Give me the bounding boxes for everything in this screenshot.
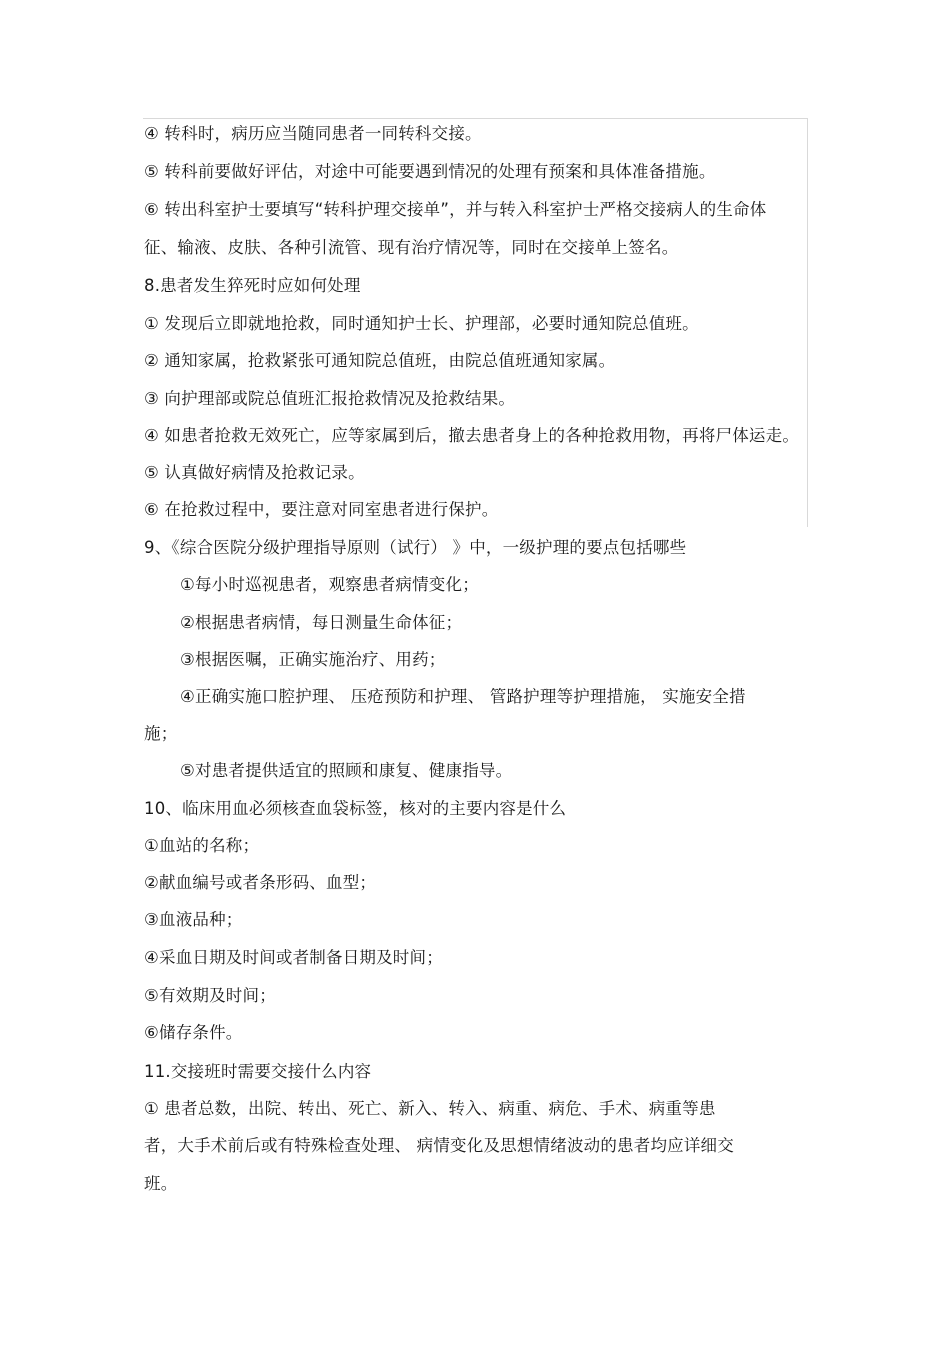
section9-item-2: ②根据患者病情，每日测量生命体征；: [180, 613, 463, 632]
section9-item-5: ⑤对患者提供适宜的照顾和康复、健康指导。: [180, 761, 513, 780]
section10-item-3: ③血液品种；: [144, 910, 243, 929]
section8-item-6: ⑥ 在抢救过程中，要注意对同室患者进行保护。: [144, 500, 499, 519]
section11-line-3: 班。: [144, 1174, 178, 1193]
section8-item-2: ② 通知家属，抢救紧张可通知院总值班，由院总值班通知家属。: [144, 351, 616, 370]
section8-heading: 8.患者发生猝死时应如何处理: [144, 276, 361, 295]
section9-item-1: ①每小时巡视患者，观察患者病情变化；: [180, 575, 479, 594]
section7-item5: ⑤ 转科前要做好评估，对途中可能要遇到情况的处理有预案和具体准备措施。: [144, 162, 716, 181]
section10-item-5: ⑤有效期及时间；: [144, 986, 276, 1005]
section7-item6-line1: ⑥ 转出科室护士要填写“转科护理交接单”，并与转入科室护士严格交接病人的生命体: [144, 200, 767, 219]
section11-heading: 11.交接班时需要交接什么内容: [144, 1062, 372, 1081]
section9-heading: 9、《综合医院分级护理指导原则（试行） 》中，一级护理的要点包括哪些: [144, 538, 687, 557]
section9-item-3: ③根据医嘱，正确实施治疗、用药；: [180, 650, 446, 669]
section9-item-4-line2: 施；: [144, 724, 178, 743]
section10-item-1: ①血站的名称；: [144, 836, 260, 855]
section8-item-3: ③ 向护理部或院总值班汇报抢救情况及抢救结果。: [144, 389, 516, 408]
section7-item4: ④ 转科时，病历应当随同患者一同转科交接。: [144, 124, 482, 143]
section11-line-1: ① 患者总数，出院、转出、死亡、新入、转入、病重、病危、手术、病重等患: [144, 1099, 716, 1118]
section10-item-2: ②献血编号或者条形码、血型；: [144, 873, 377, 892]
section7-item6-line2: 征、输液、皮肤、各种引流管、现有治疗情况等，同时在交接单上签名。: [144, 238, 679, 257]
section11-line-2: 者，大手术前后或有特殊检查处理、 病情变化及思想情绪波动的患者均应详细交: [144, 1136, 734, 1155]
section8-item-4: ④ 如患者抢救无效死亡，应等家属到后，撤去患者身上的各种抢救用物，再将尸体运走。: [144, 426, 800, 445]
section8-item-1: ① 发现后立即就地抢救，同时通知护士长、护理部，必要时通知院总值班。: [144, 314, 699, 333]
section10-item-6: ⑥储存条件。: [144, 1023, 243, 1042]
section9-item-4-line1: ④正确实施口腔护理、 压疮预防和护理、 管路护理等护理措施， 实施安全措: [180, 687, 746, 706]
section8-item-5: ⑤ 认真做好病情及抢救记录。: [144, 463, 365, 482]
section10-item-4: ④采血日期及时间或者制备日期及时间；: [144, 948, 443, 967]
section10-heading: 10、临床用血必须核查血袋标签，核对的主要内容是什么: [144, 799, 567, 818]
